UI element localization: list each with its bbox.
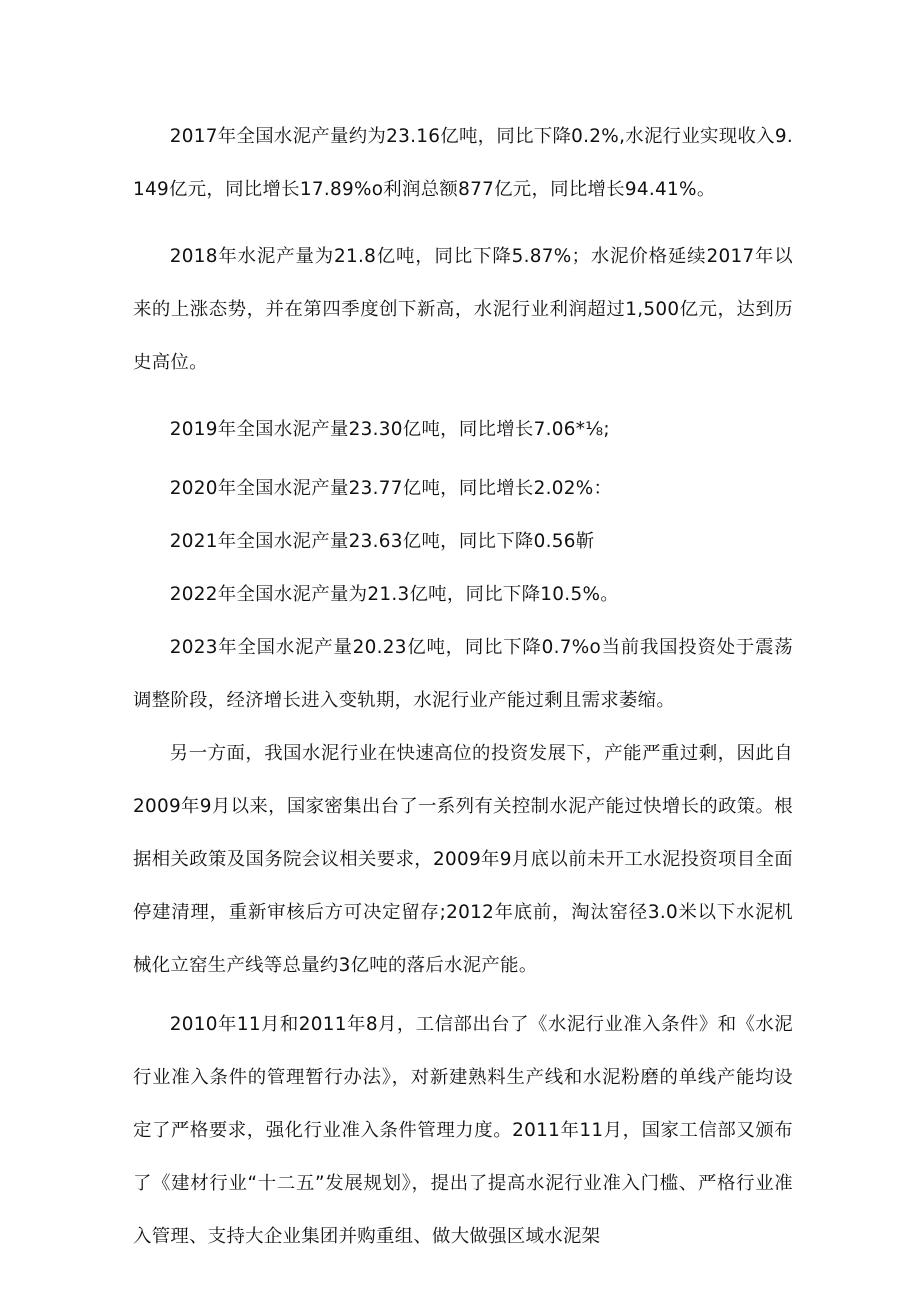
- paragraph-industry-access: 2010年11月和2011年8月，工信部出台了《水泥行业准入条件》和《水泥行业准入条件的管理暂行办法》，对新建熟料生产线和水泥粉磨的单线产能均设定了严格要求，强化行业准入条件管理力度。2011年11月，国家工信部又颁布了《建材行业“十二五”发展规划》，提出了提高水泥行业准入门槛、严格行业准入管理、支持大企业集团并购重组、做大做强区域水泥架: [133, 1014, 793, 1247]
- paragraph-2018-output: 2018年水泥产量为21.8亿吨，同比下降5.87%；水泥价格延续2017年以来的上涨态势，并在第四季度创下新高，水泥行业利润超过1,500亿元，达到历史高位。: [133, 246, 793, 373]
- paragraph-2023-output: 2023年全国水泥产量20.23亿吨，同比下降0.7%o当前我国投资处于震荡调整阶段，经济增长进入变轨期，水泥行业产能过剩且需求萎缩。: [133, 637, 793, 711]
- document-page: [133, 110, 793, 1263]
- paragraph-2022-output: 2022年全国水泥产量为21.3亿吨，同比下降10.5%。: [169, 584, 619, 605]
- paragraph-overcapacity-policy: 另一方面，我国水泥行业在快速高位的投资发展下，产能严重过剩，因此自2009年9月以来，国家密集出台了一系列有关控制水泥产能过快增长的政策。根据相关政策及国务院会议相关要求，2009年9月底以前未开工水泥投资项目全面停建清理，重新审核后方可决定留存;2012年底前，淘汰窑径3.0米以下水泥机械化立窑生产线等总量约3亿吨的落后水泥产能。: [133, 743, 793, 976]
- paragraph-2019-output: 2019年全国水泥产量23.30亿吨，同比增长7.06*⅛;: [169, 419, 610, 440]
- paragraph-2017-output: 2017年全国水泥产量约为23.16亿吨，同比下降0.2%,水泥行业实现收入9.149亿元，同比增长17.89%o利润总额877亿元，同比增长94.41%。: [133, 126, 793, 200]
- paragraph-2020-output: 2020年全国水泥产量23.77亿吨，同比增长2.02%：: [169, 478, 613, 499]
- paragraph-2021-output: 2021年全国水泥产量23.63亿吨，同比下降0.56靳: [169, 531, 595, 552]
